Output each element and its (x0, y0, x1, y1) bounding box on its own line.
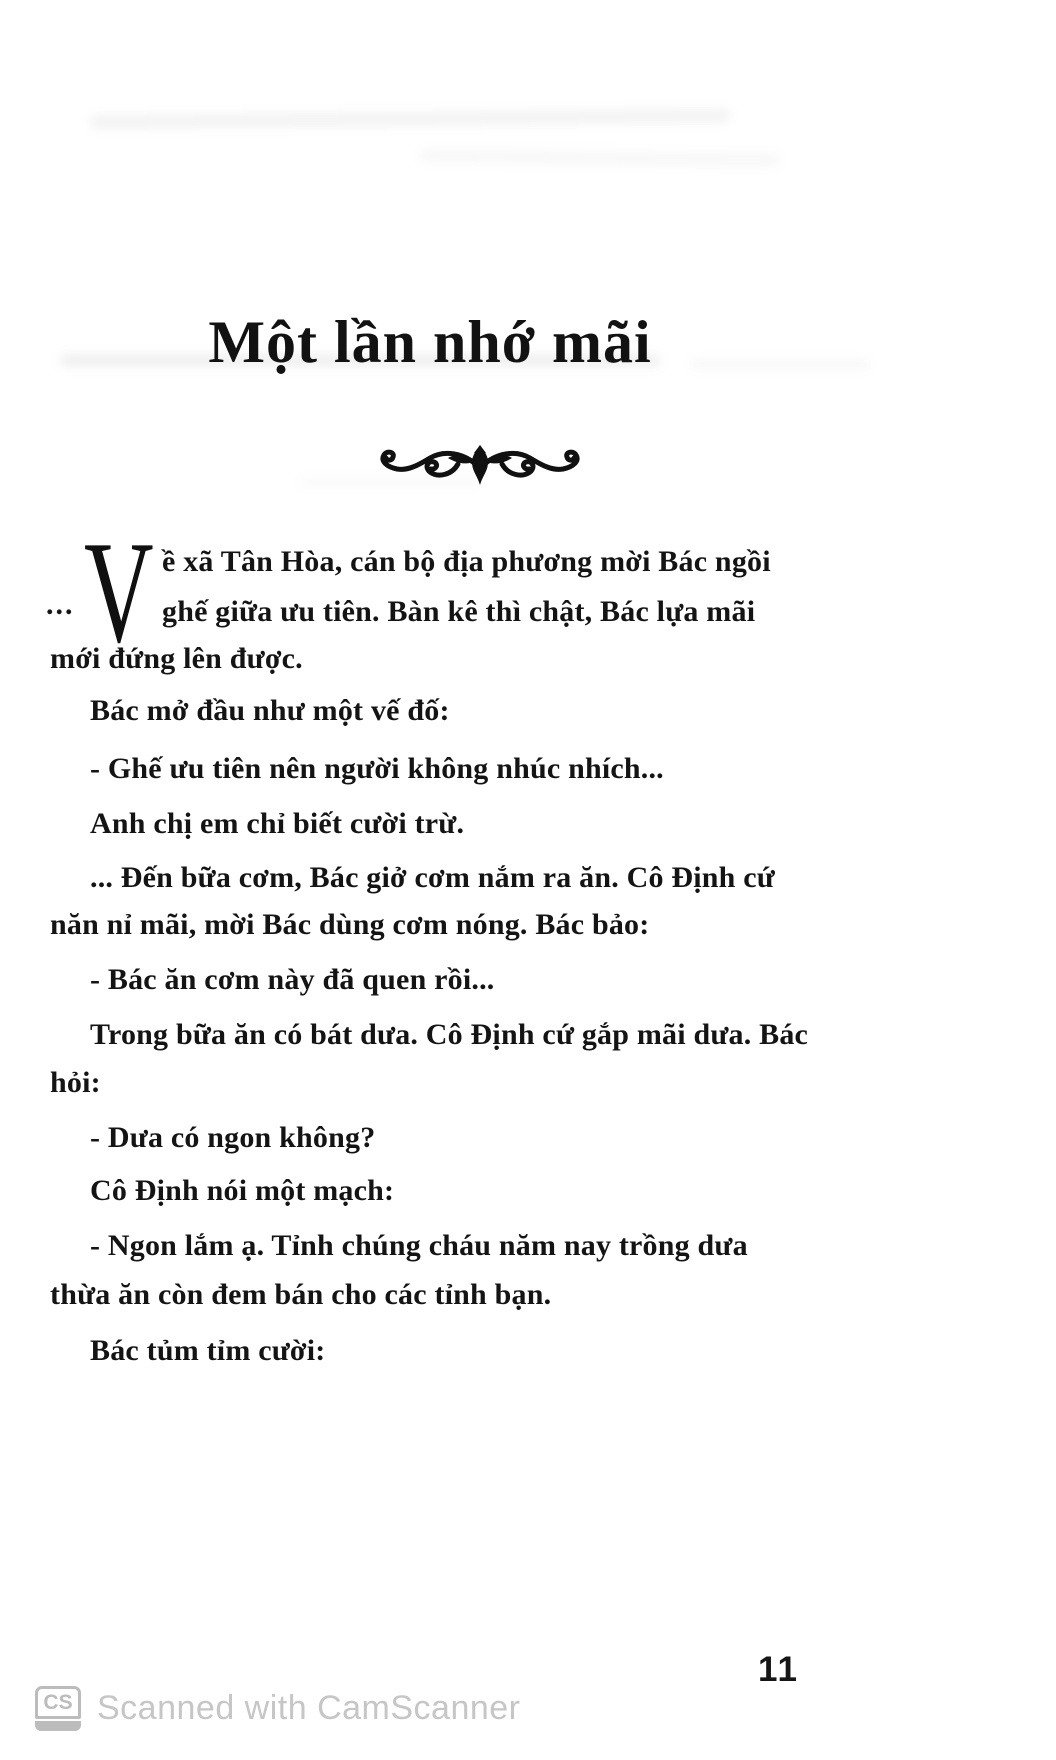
body-line: Anh chị em chỉ biết cười trừ. (90, 807, 465, 840)
body-line: - Bác ăn cơm này đã quen rồi... (90, 963, 495, 996)
body-line: Cô Định nói một mạch: (90, 1174, 395, 1207)
page-number: 11 (758, 1650, 799, 1689)
body-line: Bác mở đầu như một vế đố: (90, 694, 450, 727)
body-line: mới đứng lên được. (50, 642, 303, 675)
body-line: - Dưa có ngon không? (90, 1121, 376, 1154)
scan-artifact (90, 109, 730, 130)
body-line: hỏi: (50, 1066, 101, 1099)
body-line: - Ngon lắm ạ. Tỉnh chúng cháu năm nay trồng dưa (90, 1229, 748, 1262)
camscanner-logo-icon: CS (35, 1686, 81, 1731)
drop-cap: V (84, 511, 154, 673)
scan-artifact (420, 149, 780, 166)
body-line: năn nỉ mãi, mời Bác dùng cơm nóng. Bác bảo: (50, 908, 650, 941)
body-line: - Ghế ưu tiên nên người không nhúc nhích... (90, 752, 664, 785)
body-line: Trong bữa ăn có bát dưa. Cô Định cứ gắp mãi dưa. Bác (90, 1018, 809, 1051)
margin-ellipsis: ... (46, 588, 75, 621)
camscanner-footer (35, 1686, 521, 1731)
body-line: Bác tủm tỉm cười: (90, 1334, 326, 1367)
camscanner-label: Scanned with CamScanner (97, 1689, 521, 1727)
body-line: ghế giữa ưu tiên. Bàn kê thì chật, Bác lựa mãi (162, 595, 756, 628)
body-line: thừa ăn còn đem bán cho các tỉnh bạn. (50, 1278, 552, 1311)
floral-divider-ornament-icon (100, 444, 860, 488)
body-line: ... Đến bữa cơm, Bác giở cơm nắm ra ăn. Cô Định cứ (90, 861, 775, 894)
chapter-title: Một lần nhớ mãi (208, 309, 652, 376)
body-line: ề xã Tân Hòa, cán bộ địa phương mời Bác ngồi (162, 545, 771, 578)
